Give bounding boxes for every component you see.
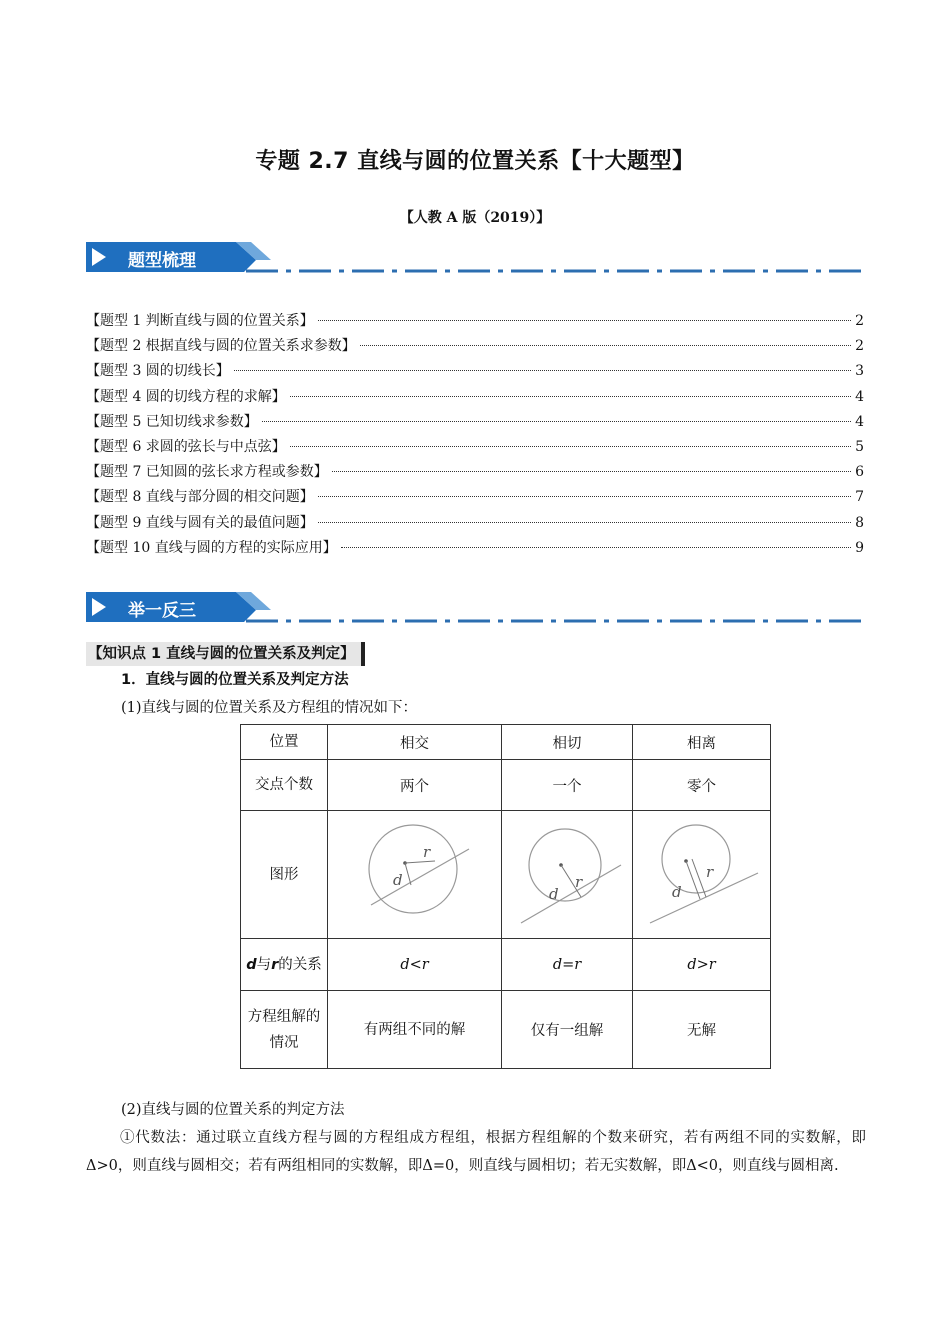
toc-entry-page: 5 (855, 438, 864, 455)
cell-figure-separate (633, 811, 771, 939)
toc-entry-page: 9 (855, 539, 864, 556)
label-d: d (392, 870, 403, 889)
banner-label: 题型梳理 (128, 251, 196, 271)
label-r: r (575, 872, 583, 891)
head-d: d (246, 956, 257, 973)
toc-entry[interactable] (86, 536, 864, 561)
banner-label: 举一反三 (128, 601, 196, 621)
toc-leader (290, 446, 851, 447)
cell-dr-greater: d>r (633, 939, 771, 991)
toc-entry-label: 【题型 2 根据直线与圆的位置关系求参数】 (86, 338, 356, 355)
cell-count-two: 两个 (328, 760, 502, 811)
banner-graphic (86, 242, 866, 282)
toc-entry[interactable] (86, 435, 864, 460)
distance (405, 863, 411, 885)
section-banner-examples (86, 592, 866, 632)
banner-graphic (86, 592, 866, 632)
row-head-position: 位置 (241, 725, 328, 760)
knowledge-point-header: 【知识点 1 直线与圆的位置关系及判定】 (86, 642, 365, 666)
row-head-solution: 方程组解的情况 (241, 991, 328, 1069)
toc-leader (234, 370, 851, 371)
table-row-position (241, 725, 771, 760)
section-banner-question-types (86, 242, 866, 282)
line (521, 865, 621, 923)
toc-leader (360, 345, 851, 346)
toc-leader (318, 496, 851, 497)
toc-leader (332, 471, 851, 472)
relation-table (240, 724, 771, 1069)
figure-intersect (355, 815, 475, 935)
toc-leader (318, 320, 851, 321)
section-heading: 1．直线与圆的位置关系及判定方法 (121, 672, 349, 688)
row-head-dr (241, 939, 328, 991)
table-of-contents (86, 309, 864, 561)
toc-entry[interactable] (86, 334, 864, 359)
line (371, 849, 469, 905)
toc-entry-label: 【题型 8 直线与部分圆的相交问题】 (86, 489, 314, 506)
label-r: r (422, 842, 430, 861)
cell-two-solutions: 有两组不同的解 (328, 991, 502, 1069)
cell-intersect: 相交 (328, 725, 502, 760)
cell-no-solution: 无解 (633, 991, 771, 1069)
toc-entry-page: 6 (855, 464, 864, 481)
label-d: d (671, 882, 682, 901)
cell-tangent: 相切 (502, 725, 633, 760)
toc-entry-page: 2 (855, 313, 864, 329)
circle (529, 829, 601, 901)
toc-entry-label: 【题型 6 求圆的弦长与中点弦】 (86, 438, 286, 455)
figure-separate (642, 815, 762, 935)
head-mid: 与 (256, 956, 272, 973)
toc-entry-label: 【题型 9 直线与圆有关的最值问题】 (86, 514, 314, 531)
toc-entry[interactable] (86, 359, 864, 384)
cell-dr-equal: d=r (502, 939, 633, 991)
toc-entry-page: 8 (855, 514, 864, 531)
toc-entry[interactable] (86, 309, 864, 334)
toc-entry-page: 2 (855, 338, 864, 355)
cell-separate: 相离 (633, 725, 771, 760)
table-row-solution (241, 991, 771, 1069)
page-title: 专题 2.7 直线与圆的位置关系【十大题型】 (255, 149, 695, 174)
cell-one-solution: 仅有一组解 (502, 991, 633, 1069)
paragraph-algebraic: ①代数法：通过联立直线方程与圆的方程组成方程组，根据方程组解的个数来研究，若有两组不同的实数解，即Δ>0，则直线与圆相交；若有两组相同的实数解，即Δ=0，则直线与圆相切；若无实数解，即Δ<0，则直线与圆相离. (86, 1130, 866, 1174)
toc-leader (341, 547, 851, 548)
table-row-dr (241, 939, 771, 991)
toc-leader (290, 396, 851, 397)
circle (369, 825, 457, 913)
toc-entry-label: 【题型 1 判断直线与圆的位置关系】 (86, 313, 314, 329)
cell-figure-intersect (328, 811, 502, 939)
table-row-figure (241, 811, 771, 939)
cell-count-one: 一个 (502, 760, 633, 811)
toc-entry-page: 3 (855, 363, 864, 380)
toc-leader (262, 421, 851, 422)
radius (405, 861, 435, 863)
toc-entry-label: 【题型 5 已知切线求参数】 (86, 413, 258, 430)
toc-leader (318, 522, 851, 523)
figure-tangent (507, 815, 627, 935)
head-r: r (271, 956, 279, 973)
paragraph-method: (2)直线与圆的位置关系的判定方法 (121, 1102, 345, 1118)
toc-entry[interactable] (86, 410, 864, 435)
toc-entry[interactable] (86, 460, 864, 485)
edition-subtitle: 【人教 A 版（2019）】 (399, 210, 551, 226)
cell-count-zero: 零个 (633, 760, 771, 811)
radius (692, 859, 706, 897)
toc-entry[interactable] (86, 385, 864, 410)
paragraph-intro: (1)直线与圆的位置关系及方程组的情况如下： (121, 700, 418, 716)
toc-entry-page: 4 (855, 388, 864, 405)
toc-entry-label: 【题型 10 直线与圆的方程的实际应用】 (86, 539, 337, 556)
toc-entry-label: 【题型 4 圆的切线方程的求解】 (86, 388, 286, 405)
label-r: r (705, 862, 713, 881)
toc-entry[interactable] (86, 511, 864, 536)
toc-entry[interactable] (86, 485, 864, 510)
toc-entry-page: 7 (855, 489, 864, 506)
line (650, 873, 758, 923)
row-head-figure: 图形 (241, 811, 328, 939)
toc-entry-label: 【题型 3 圆的切线长】 (86, 363, 230, 380)
label-d: d (549, 884, 559, 903)
toc-entry-page: 4 (855, 413, 864, 430)
head-rest: 的关系 (278, 956, 322, 973)
row-head-count: 交点个数 (241, 760, 328, 811)
cell-figure-tangent (502, 811, 633, 939)
table-row-count (241, 760, 771, 811)
cell-dr-less: d<r (328, 939, 502, 991)
toc-entry-label: 【题型 7 已知圆的弦长求方程或参数】 (86, 464, 328, 481)
